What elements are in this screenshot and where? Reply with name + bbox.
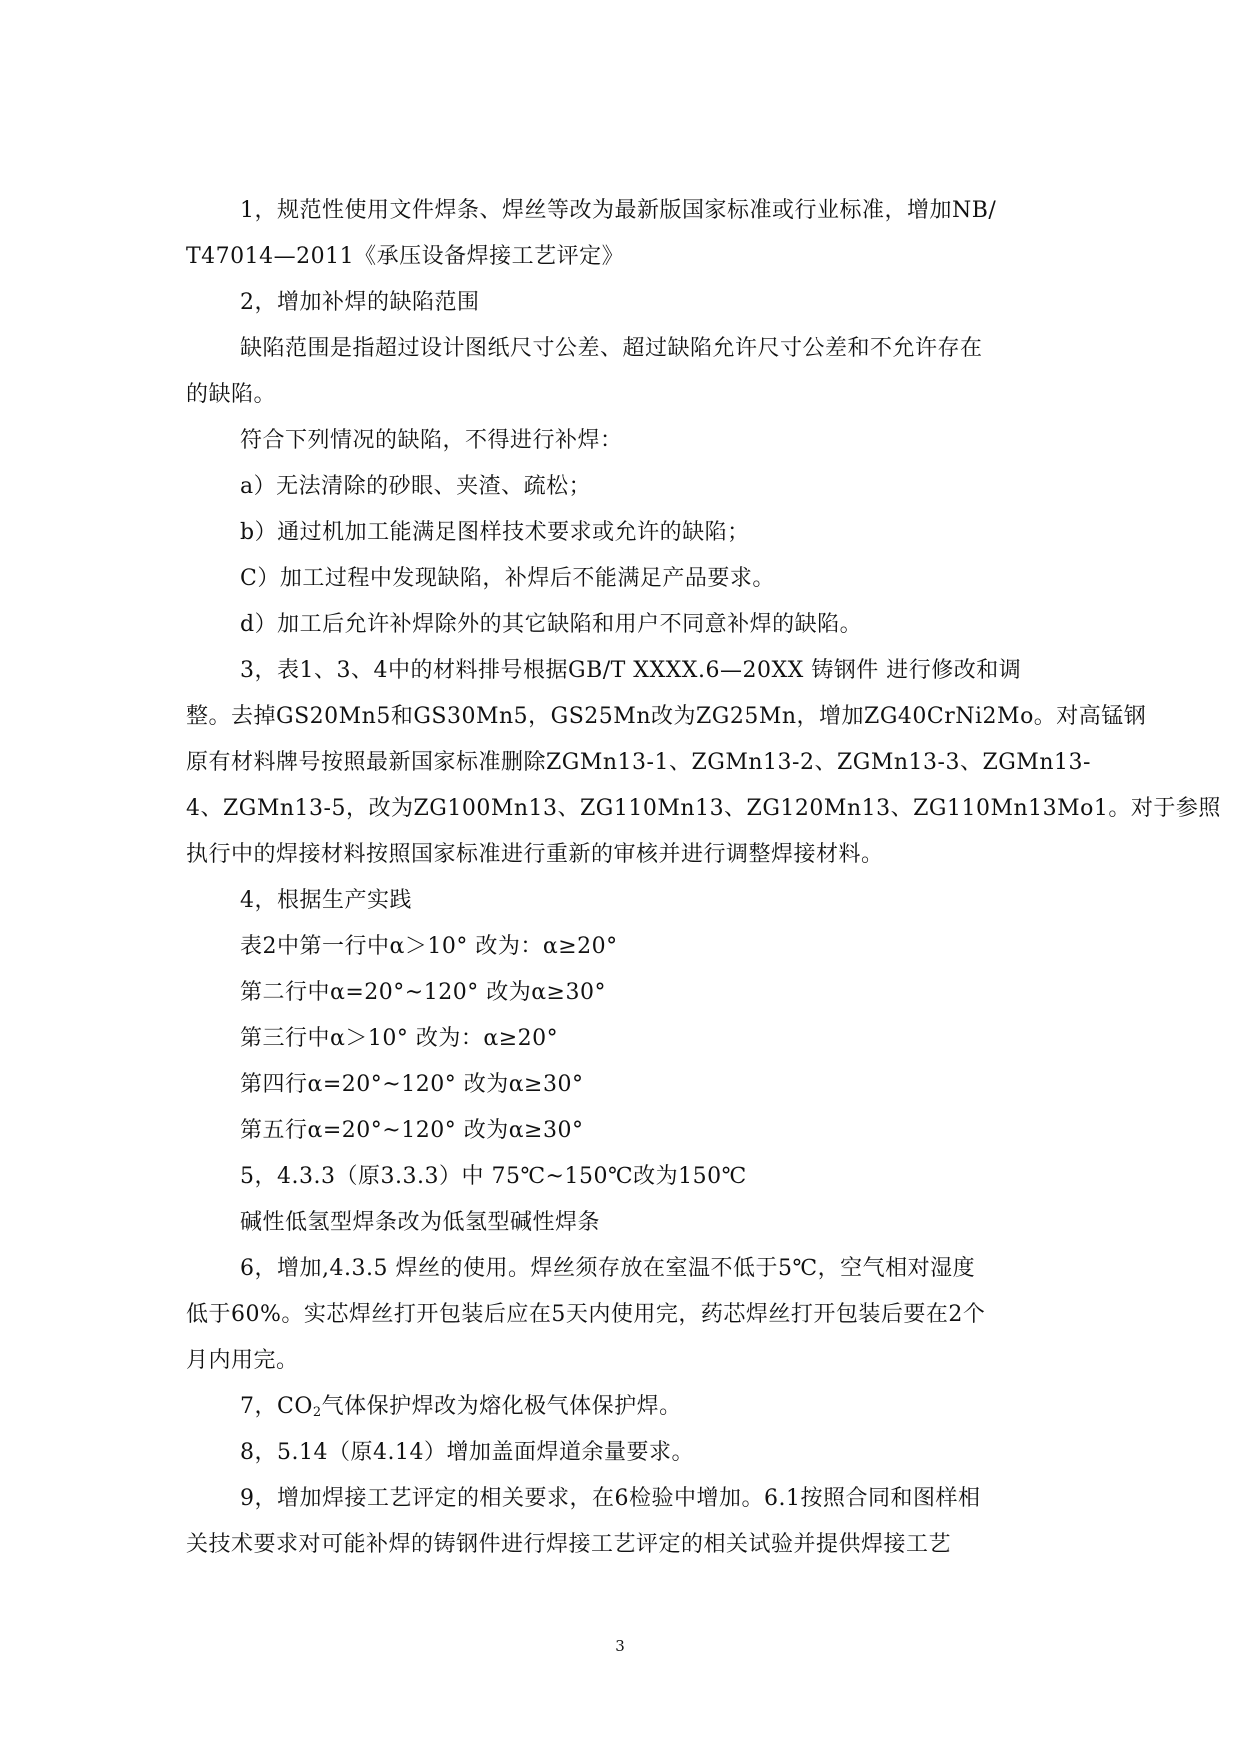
table2-row-1-change: 表2中第一行中α＞10° 改为：α≥20° xyxy=(240,934,618,959)
paragraph-8: 8，5.14（原4.14）增加盖面焊道余量要求。 xyxy=(240,1440,694,1465)
paragraph-2-heading: 2，增加补焊的缺陷范围 xyxy=(240,290,480,315)
paragraph-3-line-1: 3，表1、3、4中的材料排号根据GB/T XXXX.6—20XX 铸钢件 进行修改和调 xyxy=(240,658,1022,683)
paragraph-3-line-4: 4、ZGMn13-5，改为ZG100Mn13、ZG110Mn13、ZG120Mn13、ZG110Mn13Mo1。对于参照 xyxy=(186,796,1221,821)
paragraph-7 xyxy=(240,1392,682,1422)
paragraph-5-line-2: 碱性低氢型焊条改为低氢型碱性焊条 xyxy=(240,1210,601,1235)
paragraph-1-line-1: 1，规范性使用文件焊条、焊丝等改为最新版国家标准或行业标准，增加NB/ xyxy=(240,198,997,223)
page-number: 3 xyxy=(615,1637,625,1655)
table2-row-3-change: 第三行中α＞10° 改为：α≥20° xyxy=(240,1026,559,1051)
paragraph-3-line-2: 整。去掉GS20Mn5和GS30Mn5，GS25Mn改为ZG25Mn，增加ZG40CrNi2Mo。对高锰钢 xyxy=(186,704,1147,729)
defect-scope-line-2: 的缺陷。 xyxy=(186,382,277,407)
list-item-c: C）加工过程中发现缺陷，补焊后不能满足产品要求。 xyxy=(240,566,775,591)
paragraph-9-line-2: 关技术要求对可能补焊的铸钢件进行焊接工艺评定的相关试验并提供焊接工艺 xyxy=(186,1532,952,1557)
paragraph-6-line-3: 月内用完。 xyxy=(186,1348,299,1373)
table2-row-4-change: 第四行α=20°~120° 改为α≥30° xyxy=(240,1072,584,1097)
no-repair-intro: 符合下列情况的缺陷，不得进行补焊： xyxy=(240,428,623,453)
paragraph-3-line-3: 原有材料牌号按照最新国家标准删除ZGMn13-1、ZGMn13-2、ZGMn13-3、ZGMn13- xyxy=(186,750,1091,775)
defect-scope-line-1: 缺陷范围是指超过设计图纸尺寸公差、超过缺陷允许尺寸公差和不允许存在 xyxy=(240,336,983,361)
table2-row-2-change: 第二行中α=20°~120° 改为α≥30° xyxy=(240,980,606,1005)
list-item-d: d）加工后允许补焊除外的其它缺陷和用户不同意补焊的缺陷。 xyxy=(240,612,863,637)
paragraph-5-line-1: 5，4.3.3（原3.3.3）中 75℃~150℃改为150℃ xyxy=(240,1164,747,1189)
paragraph-1-line-2: T47014—2011《承压设备焊接工艺评定》 xyxy=(186,244,625,269)
list-item-a: a）无法清除的砂眼、夹渣、疏松； xyxy=(240,474,592,499)
paragraph-9-line-1: 9，增加焊接工艺评定的相关要求，在6检验中增加。6.1按照合同和图样相 xyxy=(240,1486,981,1511)
paragraph-7-suffix: 气体保护焊改为熔化极气体保护焊。 xyxy=(321,1394,682,1419)
paragraph-4-heading: 4，根据生产实践 xyxy=(240,888,412,913)
co2-subscript: 2 xyxy=(312,1405,322,1420)
table2-row-5-change: 第五行α=20°~120° 改为α≥30° xyxy=(240,1118,584,1143)
paragraph-7-prefix: 7，CO xyxy=(240,1394,313,1419)
paragraph-6-line-1: 6，增加,4.3.5 焊丝的使用。焊丝须存放在室温不低于5℃，空气相对湿度 xyxy=(240,1256,976,1281)
list-item-b: b）通过机加工能满足图样技术要求或允许的缺陷； xyxy=(240,520,750,545)
paragraph-3-line-5: 执行中的焊接材料按照国家标准进行重新的审核并进行调整焊接材料。 xyxy=(186,842,884,867)
paragraph-6-line-2: 低于60%。实芯焊丝打开包装后应在5天内使用完，药芯焊丝打开包装后要在2个 xyxy=(186,1302,986,1327)
